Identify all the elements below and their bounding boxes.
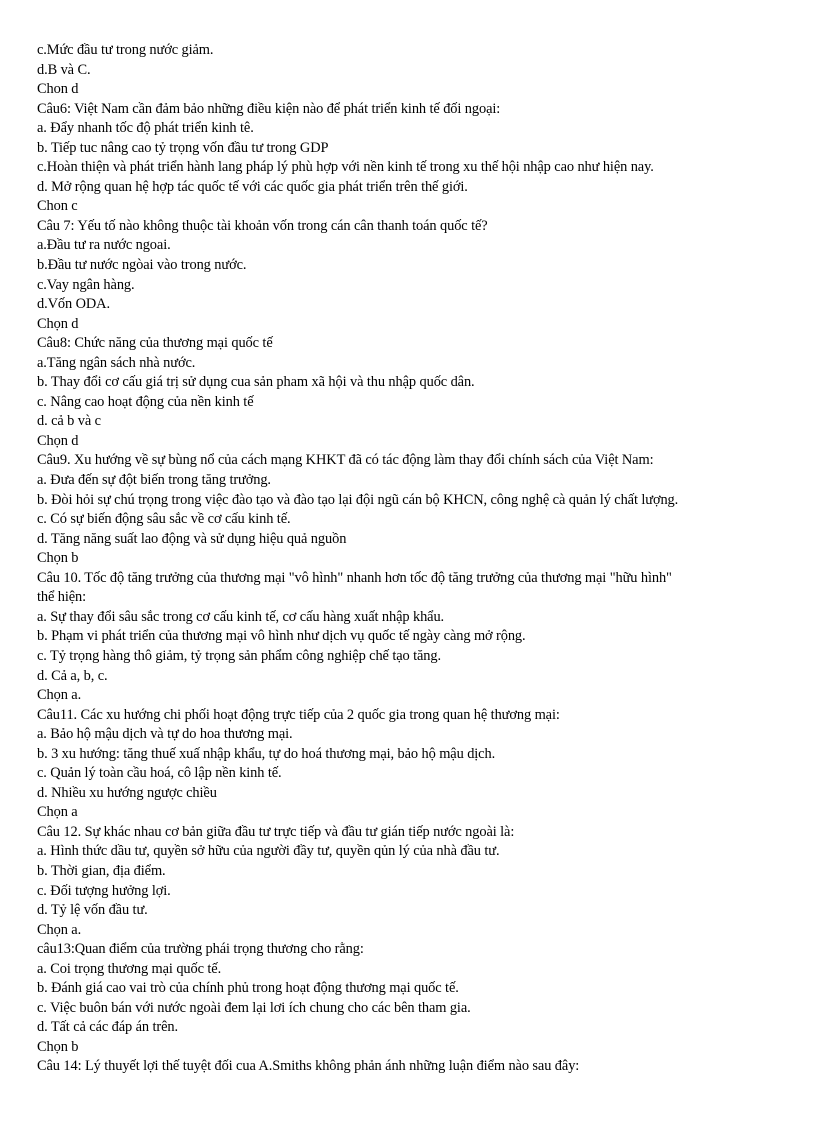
text-line: a.Tăng ngân sách nhà nước.	[37, 354, 196, 371]
text-line: Chọn d	[37, 432, 79, 449]
text-line: a. Bảo hộ mậu dịch và tự do hoa thương mại.	[37, 726, 293, 743]
text-line: a.Đầu tư ra nước ngoai.	[37, 237, 171, 254]
text-line: c. Đối tượng hưởng lợi.	[37, 882, 171, 899]
text-line: c.Vay ngân hàng.	[37, 276, 135, 293]
text-line: Chọn a	[37, 804, 78, 821]
text-line: b. Thời gian, địa điểm.	[37, 862, 166, 879]
text-line: Câu 10. Tốc độ tăng trưởng của thương mại "vô hình" nhanh hơn tốc độ tăng trưởng của thương mại "hữu hình"	[37, 569, 672, 586]
text-line: Chọn a.	[37, 921, 82, 938]
text-line: c. Việc buôn bán với nước ngoài đem lại lơi ích chung cho các bên tham gia.	[37, 999, 471, 1016]
text-line: Câu6: Việt Nam cần đảm bảo những điều kiện nào để phát triển kinh tế đối ngoại:	[37, 100, 501, 117]
text-line: b. Đánh giá cao vai trò của chính phủ trong hoạt động thương mại quốc tế.	[37, 980, 459, 997]
text-line: thể hiện:	[37, 589, 87, 606]
text-line: Câu9. Xu hướng về sự bùng nổ của cách mạng KHKT đã có tác động làm thay đổi chính sách của Việt Nam:	[37, 452, 654, 469]
text-line: a. Hình thức dầu tư, quyền sở hữu của người đầy tư, quyền qủn lý của nhà đầu tư.	[37, 843, 500, 860]
text-line: Câu11. Các xu hướng chi phối hoạt động trực tiếp của 2 quốc gia trong quan hệ thương mại:	[37, 706, 560, 723]
text-line: Chọn b	[37, 550, 79, 567]
text-line: Câu 12. Sự khác nhau cơ bản giữa đầu tư trực tiếp và đầu tư gián tiếp nước ngoài là:	[37, 823, 515, 840]
text-line: d. Nhiều xu hướng ngược chiều	[37, 784, 217, 801]
text-line: d. Tăng năng suất lao động và sử dụng hiệu quả nguồn	[37, 530, 347, 547]
text-line: b. Phạm vi phát triển của thương mại vô hình như dịch vụ quốc tế ngày càng mở rộng.	[37, 628, 526, 645]
text-line: a. Coi trọng thương mại quốc tế.	[37, 960, 222, 977]
text-line: Chọn a.	[37, 687, 82, 704]
text-line: c. Nâng cao hoạt động của nền kinh tế	[37, 393, 254, 410]
text-line: c.Mức đầu tư trong nước giảm.	[37, 42, 214, 58]
text-line: c. Tỷ trọng hàng thô giảm, tỷ trọng sản phẩm công nghiệp chế tạo tăng.	[37, 647, 441, 664]
text-line: d.Vốn ODA.	[37, 296, 110, 313]
text-line: b. Thay đổi cơ cấu giá trị sử dụng cua sản pham xã hội và thu nhập quốc dân.	[37, 374, 475, 391]
text-line: Chọn b	[37, 1038, 79, 1055]
document-page	[37, 41, 797, 1077]
text-line: Chon d	[37, 81, 79, 98]
text-line: b. 3 xu hướng: tăng thuế xuấ nhập khẩu, tự do hoá thương mại, bảo hộ mậu dịch.	[37, 745, 496, 762]
text-line: c. Quản lý toàn cầu hoá, cô lập nền kinh tế.	[37, 765, 282, 782]
text-line: Câu8: Chức năng của thương mại quốc tế	[37, 335, 273, 352]
text-line: a. Đưa đến sự đột biến trong tăng trưởng.	[37, 472, 271, 489]
text-line: a. Đẩy nhanh tốc độ phát triển kinh tê.	[37, 120, 254, 137]
text-line: câu13:Quan điểm của trường phái trọng thương cho rằng:	[37, 941, 364, 958]
text-line: b. Tiếp tuc nâng cao tỷ trọng vốn đầu tư trong GDP	[37, 139, 329, 156]
text-line: b.Đầu tư nước ngòai vào trong nước.	[37, 257, 247, 274]
text-line: c. Có sự biến động sâu sắc về cơ cấu kinh tế.	[37, 511, 291, 528]
text-line: d.B và C.	[37, 61, 91, 78]
text-line: c.Hoàn thiện và phát triển hành lang pháp lý phù hợp với nền kinh tế trong xu thế hội nhập cao như hiện nay.	[37, 159, 654, 176]
text-line: Câu 14: Lý thuyết lợi thế tuyệt đối cua A.Smiths không phản ánh những luận điểm nào sau đây:	[37, 1058, 580, 1075]
text-line: b. Đòi hỏi sự chú trọng trong việc đào tạo và đào tạo lại đội ngũ cán bộ KHCN, công nghệ cà quản lý chất lượng.	[37, 491, 679, 508]
text-line: d. Cả a, b, c.	[37, 667, 108, 684]
text-line: Câu 7: Yếu tố nào không thuộc tài khoản vốn trong cán cân thanh toán quốc tế?	[37, 217, 488, 234]
text-line: d. cả b và c	[37, 413, 101, 430]
text-line: Chọn d	[37, 315, 79, 332]
text-line: d. Mở rộng quan hệ hợp tác quốc tế với các quốc gia phát triển trên thế giới.	[37, 178, 468, 195]
text-line: Chon c	[37, 198, 78, 215]
text-line: d. Tất cả các đáp án trên.	[37, 1019, 178, 1036]
text-line: d. Tỷ lệ vốn đầu tư.	[37, 902, 148, 919]
text-line: a. Sự thay đổi sâu sắc trong cơ cấu kinh tế, cơ cấu hàng xuất nhập khẩu.	[37, 608, 445, 625]
